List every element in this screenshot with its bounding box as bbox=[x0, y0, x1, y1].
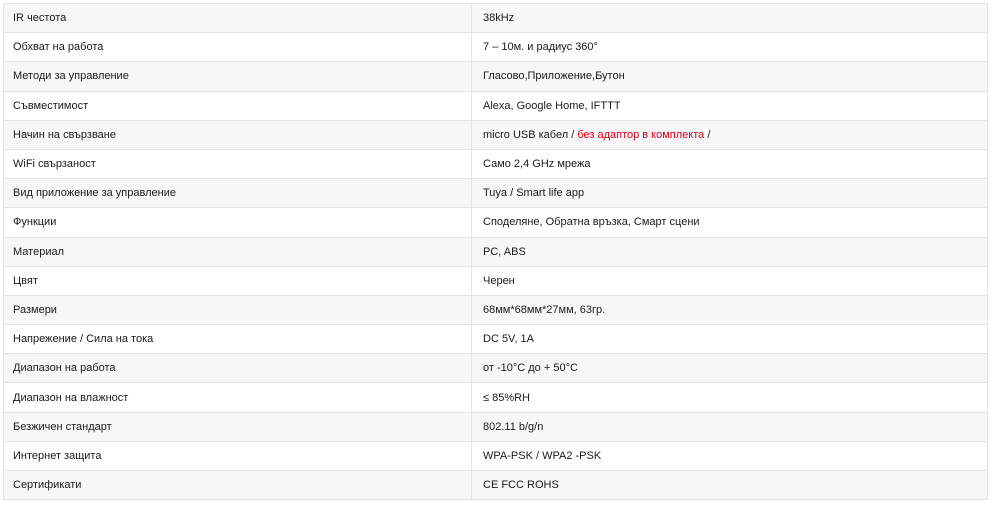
spec-value-app: Tuya / Smart life app bbox=[472, 179, 988, 208]
spec-label-certificates: Сертификати bbox=[4, 471, 472, 500]
table-row bbox=[4, 441, 988, 470]
table-row bbox=[4, 325, 988, 354]
spec-label-control-methods: Методи за управление bbox=[4, 62, 472, 91]
table-row bbox=[4, 383, 988, 412]
spec-label-functions: Функции bbox=[4, 208, 472, 237]
spec-value-humidity: ≤ 85%RH bbox=[472, 383, 988, 412]
table-row bbox=[4, 471, 988, 500]
spec-value-certificates: CE FCC ROHS bbox=[472, 471, 988, 500]
connection-no-adapter-note: без адаптор в комплекта bbox=[577, 128, 705, 141]
table-row bbox=[4, 295, 988, 324]
table-row bbox=[4, 412, 988, 441]
table-row bbox=[4, 33, 988, 62]
spec-label-security: Интернет защита bbox=[4, 441, 472, 470]
spec-label-power: Напрежение / Сила на тока bbox=[4, 325, 472, 354]
spec-value-ir-frequency: 38kHz bbox=[472, 4, 988, 33]
spec-label-humidity: Диапазон на влажност bbox=[4, 383, 472, 412]
table-row bbox=[4, 62, 988, 91]
spec-value-compatibility: Alexa, Google Home, IFTTT bbox=[472, 91, 988, 120]
connection-cable-text: micro USB кабел / bbox=[483, 128, 578, 141]
spec-label-ir-frequency: IR честота bbox=[4, 4, 472, 33]
spec-label-wifi: WiFi свързаност bbox=[4, 149, 472, 178]
spec-label-color: Цвят bbox=[4, 266, 472, 295]
spec-value-range: 7 – 10м. и радиус 360° bbox=[472, 33, 988, 62]
table-row bbox=[4, 208, 988, 237]
table-row bbox=[4, 149, 988, 178]
spec-label-wireless-standard: Безжичен стандарт bbox=[4, 412, 472, 441]
spec-value-material: PC, ABS bbox=[472, 237, 988, 266]
spec-value-security: WPA-PSK / WPA2 -PSK bbox=[472, 441, 988, 470]
spec-value-functions: Споделяне, Обратна връзка, Смарт сцени bbox=[472, 208, 988, 237]
spec-label-dimensions: Размери bbox=[4, 295, 472, 324]
spec-label-connection: Начин на свързване bbox=[4, 120, 472, 149]
connection-trailing-slash: / bbox=[704, 128, 711, 141]
spec-value-wifi: Само 2,4 GHz мрежа bbox=[472, 149, 988, 178]
spec-value-connection bbox=[472, 120, 988, 149]
spec-value-power: DC 5V, 1A bbox=[472, 325, 988, 354]
table-row bbox=[4, 237, 988, 266]
table-row bbox=[4, 91, 988, 120]
spec-label-app: Вид приложение за управление bbox=[4, 179, 472, 208]
table-row bbox=[4, 179, 988, 208]
table-row bbox=[4, 4, 988, 33]
spec-value-operating-range: от -10°C до + 50°C bbox=[472, 354, 988, 383]
spec-label-compatibility: Съвместимост bbox=[4, 91, 472, 120]
specifications-table bbox=[3, 3, 988, 500]
table-row bbox=[4, 266, 988, 295]
table-row bbox=[4, 120, 988, 149]
spec-value-control-methods: Гласово,Приложение,Бутон bbox=[472, 62, 988, 91]
table-row bbox=[4, 354, 988, 383]
spec-value-dimensions: 68мм*68мм*27мм, 63гр. bbox=[472, 295, 988, 324]
spec-label-material: Материал bbox=[4, 237, 472, 266]
spec-value-wireless-standard: 802.11 b/g/n bbox=[472, 412, 988, 441]
spec-label-operating-range: Диапазон на работа bbox=[4, 354, 472, 383]
spec-value-color: Черен bbox=[472, 266, 988, 295]
spec-label-range: Обхват на работа bbox=[4, 33, 472, 62]
